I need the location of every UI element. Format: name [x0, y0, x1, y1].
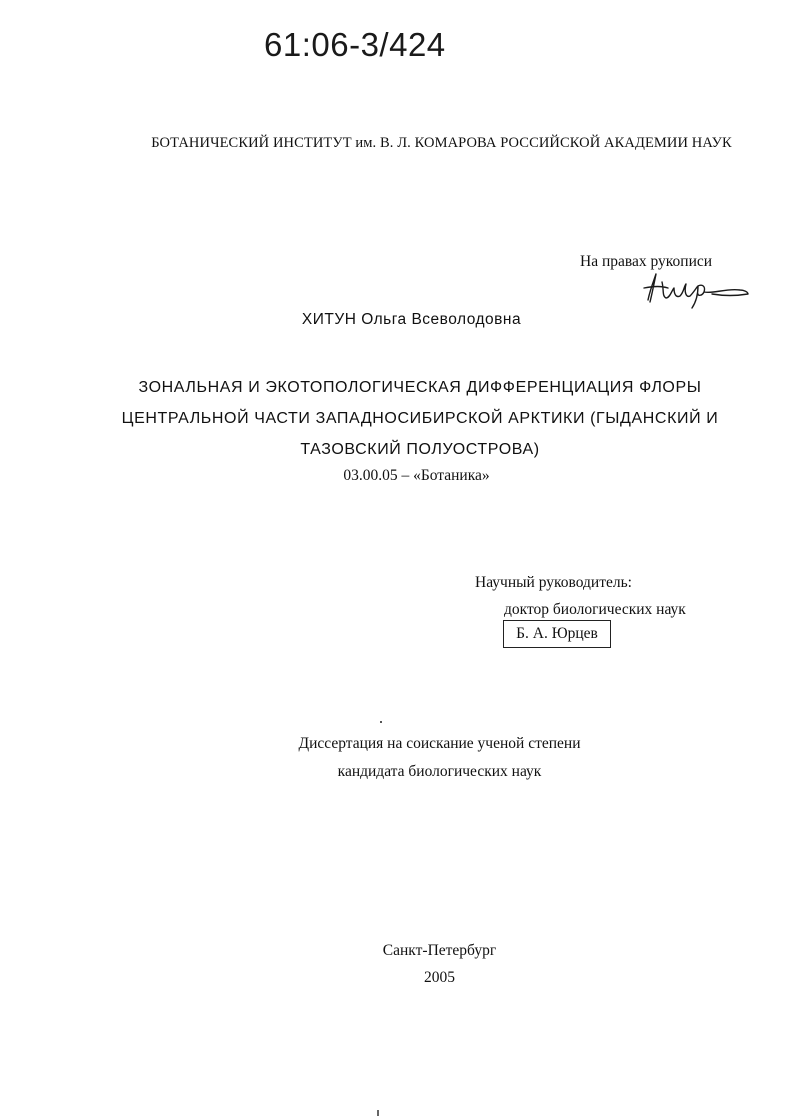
title-line-3: ТАЗОВСКИЙ ПОЛУОСТРОВА): [300, 441, 540, 458]
specialty-code: 03.00.05 – «Ботаника»: [343, 467, 490, 484]
supervisor-name-box: Б. А. Юрцев: [503, 620, 611, 648]
scan-speck: [380, 721, 382, 723]
author-signature: [640, 270, 750, 310]
supervisor-label: Научный руководитель:: [475, 574, 632, 591]
title-line-2: ЦЕНТРАЛЬНОЙ ЧАСТИ ЗАПАДНОСИБИРСКОЙ АРКТИКИ (ГЫДАНСКИЙ И: [121, 410, 719, 427]
year: 2005: [424, 969, 455, 986]
rights-note: На правах рукописи: [580, 253, 713, 270]
dissertation-degree-line-2: кандидата биологических наук: [337, 763, 542, 780]
title-line-1: ЗОНАЛЬНАЯ И ЭКОТОПОЛОГИЧЕСКАЯ ДИФФЕРЕНЦИАЦИЯ ФЛОРЫ: [138, 379, 702, 396]
author-name: ХИТУН Ольга Всеволодовна: [301, 311, 522, 328]
supervisor-degree: доктор биологических наук: [504, 601, 686, 618]
scan-mark: [377, 1110, 379, 1116]
institute-name: БОТАНИЧЕСКИЙ ИНСТИТУТ им. В. Л. КОМАРОВА РОССИЙСКОЙ АКАДЕМИИ НАУК: [151, 135, 732, 151]
city: Санкт-Петербург: [382, 942, 497, 959]
dissertation-title: [120, 372, 720, 465]
document-code: 61:06-3/424: [264, 26, 446, 63]
dissertation-degree-line-1: Диссертация на соискание ученой степени: [298, 735, 581, 752]
